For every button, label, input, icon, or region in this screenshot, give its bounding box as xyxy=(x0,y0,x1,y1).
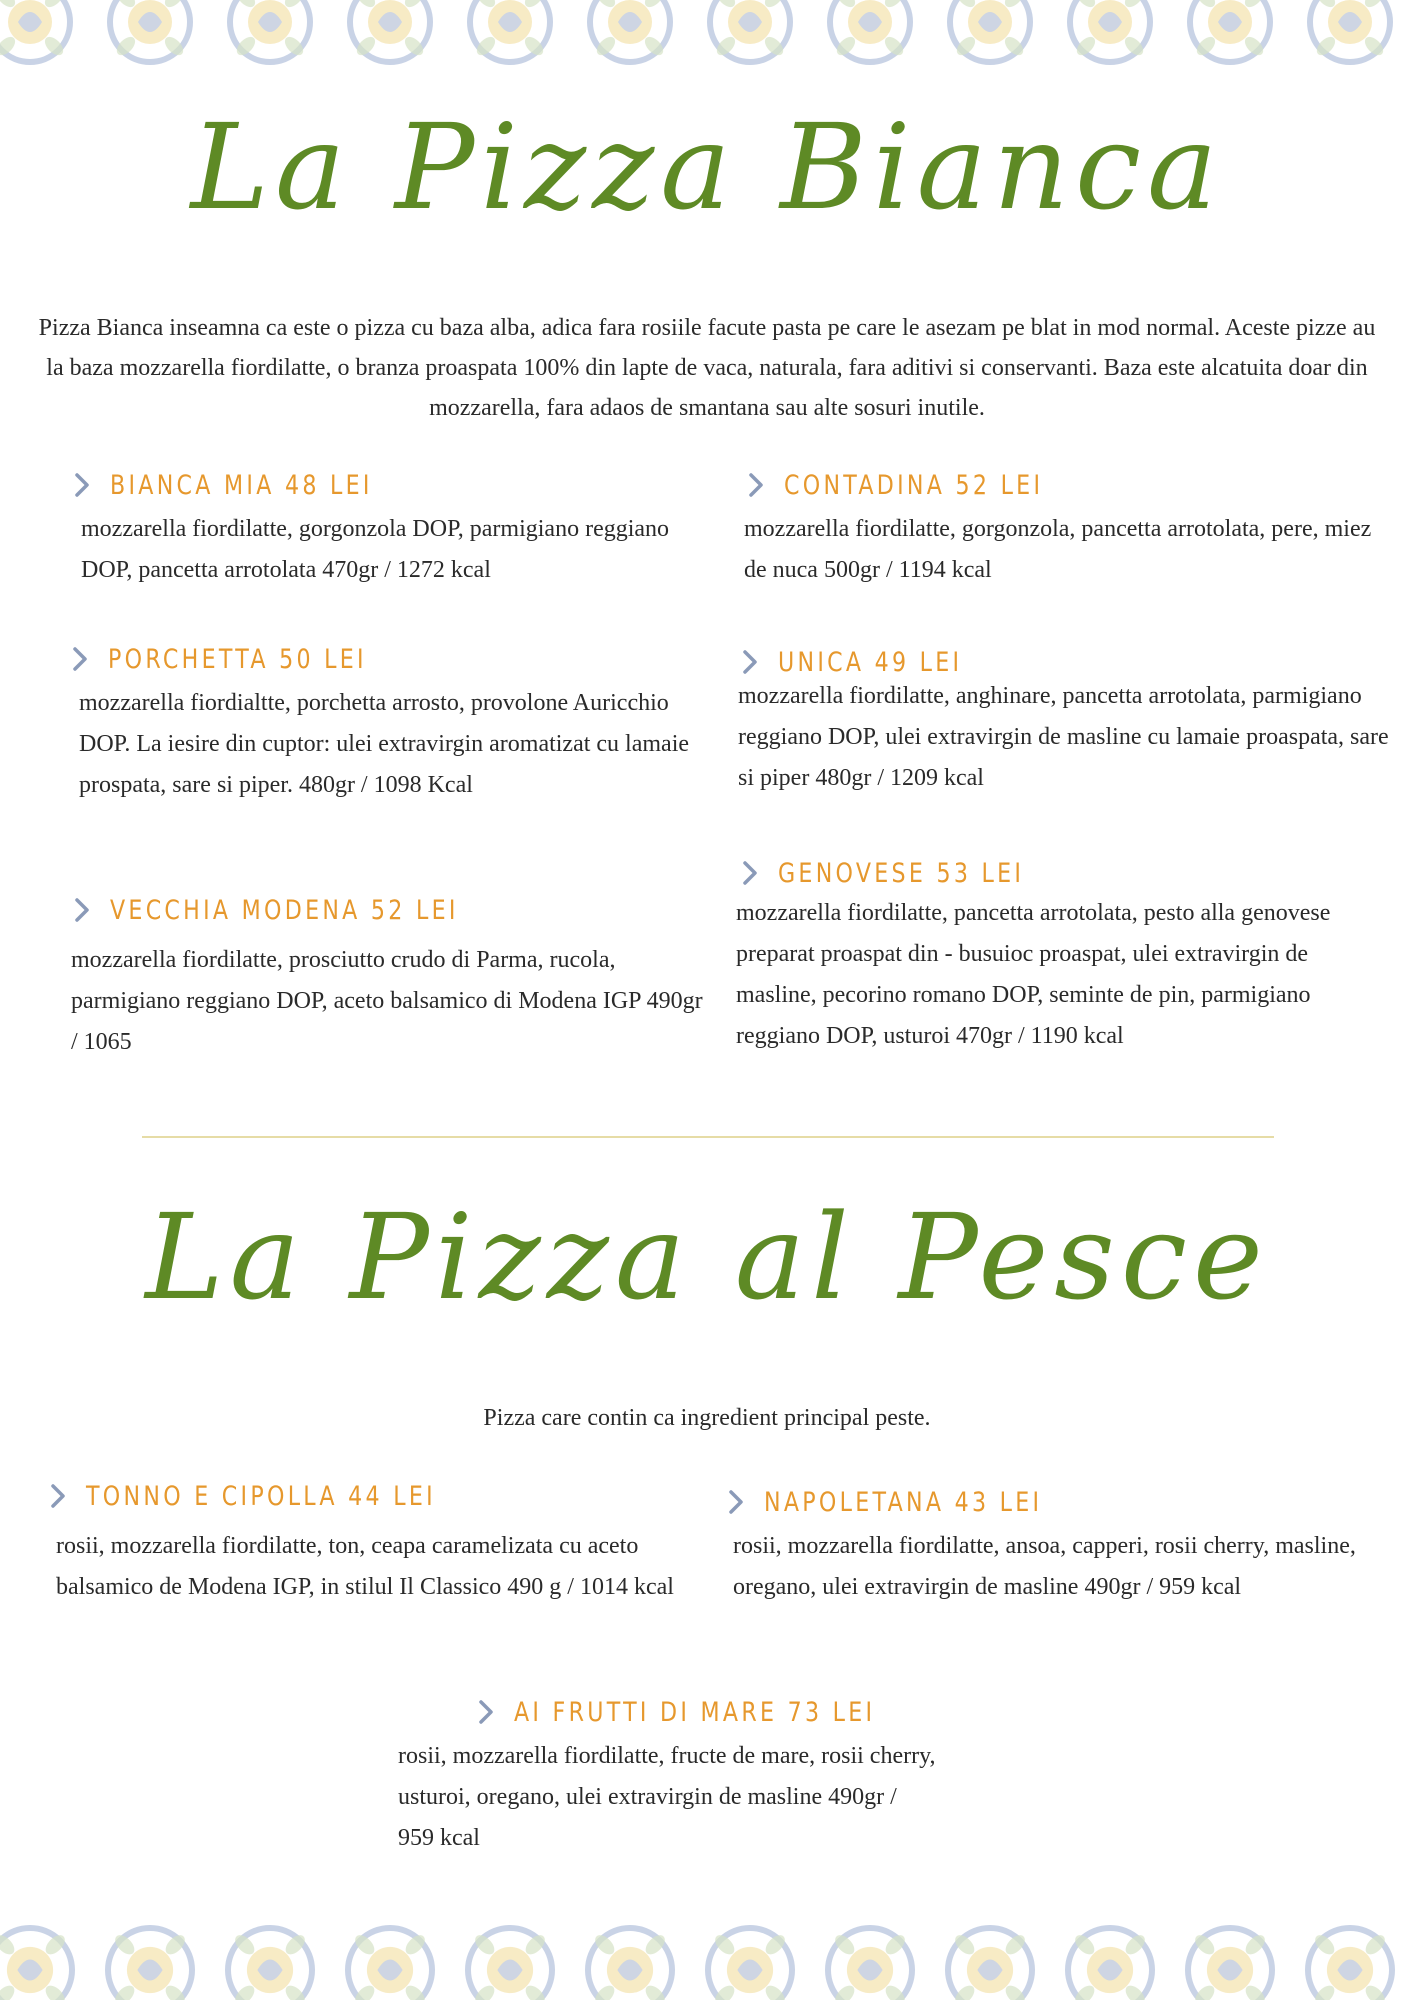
chevron-right-icon xyxy=(734,857,766,889)
item-description: rosii, mozzarella fiordilatte, fructe de mare, rosii cherry, usturoi, oregano, ulei extravirgin de masline 490gr / 959 kcal xyxy=(398,1743,936,1851)
item-description: mozzarella fiordilatte, anghinare, pancetta arrotolata, parmigiano reggiano DOP, ulei extravirgin de masline cu lamaie proaspata, sare si piper 480gr / 1209 kcal xyxy=(738,683,1389,791)
menu-item-tonno-e-cipolla xyxy=(42,1476,702,1608)
menu-item-contadina xyxy=(740,465,1390,591)
chevron-right-icon xyxy=(734,646,766,678)
item-name: PORCHETTA 50 LEI xyxy=(108,643,367,675)
section-title-bianca: La Pizza Bianca xyxy=(190,98,1224,236)
section-intro-bianca: Pizza Bianca inseamna ca este o pizza cu baza alba, adica fara rosiile facute pasta pe care le asezam pe blat in mod normal. Aceste pizze au la baza mozzarella fiordilatte, o branza proaspata 100% din lapte de vaca, naturala, fara aditivi si conservanti. Baza este alcatuita doar din mozzarella, fara adaos de smantana sau alte sosuri inutile. xyxy=(38,315,1376,421)
section-intro-pesce: Pizza care contin ca ingredient principal peste. xyxy=(483,1405,931,1431)
menu-item-ai-frutti-di-mare xyxy=(398,1692,1030,1859)
menu-item-vecchia-modena xyxy=(66,890,706,1063)
item-description: mozzarella fiordilatte, gorgonzola DOP, parmigiano reggiano DOP, pancetta arrotolata 470gr / 1272 kcal xyxy=(81,516,670,583)
menu-item-bianca-mia xyxy=(66,465,696,591)
menu-item-genovese xyxy=(734,853,1394,1057)
item-description: mozzarella fiordilatte, prosciutto crudo di Parma, rucola, parmigiano reggiano DOP, aceto balsamico di Modena IGP 490gr / 1065 xyxy=(71,947,703,1055)
section-title-pesce: La Pizza al Pesce xyxy=(145,1188,1269,1326)
item-description: mozzarella fiordilatte, pancetta arrotolata, pesto alla genovese preparat proaspat din - busuioc proaspat, ulei extravirgin de masline, pecorino romano DOP, seminte de pin, parmigiano reggiano DOP, usturoi 470gr / 1190 kcal xyxy=(736,900,1331,1049)
tile-pattern-bottom xyxy=(0,1908,1414,2000)
chevron-right-icon xyxy=(42,1480,74,1512)
item-name: AI FRUTTI DI MARE 73 LEI xyxy=(514,1696,876,1728)
item-name: UNICA 49 LEI xyxy=(778,646,963,678)
item-name: TONNO E CIPOLLA 44 LEI xyxy=(86,1480,436,1512)
section-divider xyxy=(142,1136,1274,1138)
chevron-right-icon xyxy=(740,469,772,501)
chevron-right-icon xyxy=(720,1486,752,1518)
item-name: NAPOLETANA 43 LEI xyxy=(764,1486,1043,1518)
chevron-right-icon xyxy=(66,894,98,926)
tile-pattern-top xyxy=(0,0,1414,80)
bottom-tile-border xyxy=(0,1908,1414,2000)
chevron-right-icon xyxy=(64,643,96,675)
menu-item-unica xyxy=(734,642,1394,799)
chevron-right-icon xyxy=(66,469,98,501)
item-name: CONTADINA 52 LEI xyxy=(784,469,1044,501)
item-name: GENOVESE 53 LEI xyxy=(778,857,1025,889)
item-description: mozzarella fiordialtte, porchetta arrosto, provolone Auricchio DOP. La iesire din cuptor: ulei extravirgin aromatizat cu lamaie prospata, sare si piper. 480gr / 1098 Kcal xyxy=(79,690,690,798)
menu-item-porchetta xyxy=(64,639,704,806)
item-name: VECCHIA MODENA 52 LEI xyxy=(110,894,459,926)
item-description: mozzarella fiordilatte, gorgonzola, pancetta arrotolata, pere, miez de nuca 500gr / 1194 kcal xyxy=(744,516,1372,583)
chevron-right-icon xyxy=(470,1696,502,1728)
item-description: rosii, mozzarella fiordilatte, ton, ceapa caramelizata cu aceto balsamico de Modena IGP, in stilul Il Classico 490 g / 1014 kcal xyxy=(56,1533,674,1600)
menu-item-napoletana xyxy=(720,1482,1390,1608)
top-tile-border xyxy=(0,0,1414,80)
item-name: BIANCA MIA 48 LEI xyxy=(110,469,373,501)
item-description: rosii, mozzarella fiordilatte, ansoa, capperi, rosii cherry, masline, oregano, ulei extravirgin de masline 490gr / 959 kcal xyxy=(733,1533,1356,1600)
